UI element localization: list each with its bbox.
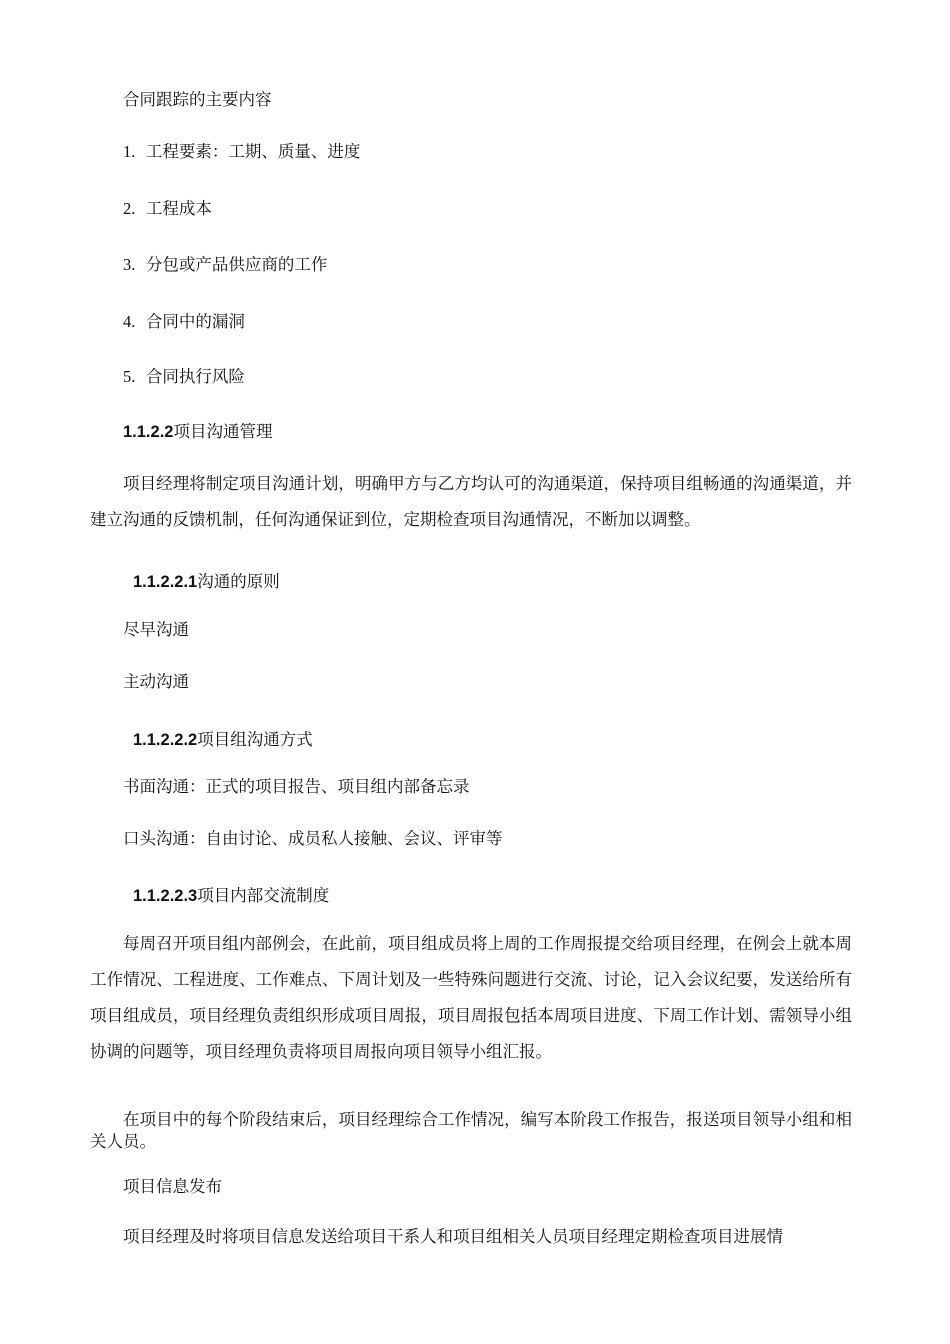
principle-item: 主动沟通 <box>123 672 189 691</box>
subsection-heading <box>133 572 280 592</box>
method-item: 口头沟通：自由讨论、成员私人接触、会议、评审等 <box>123 829 503 848</box>
list-item-text: 合同中的漏洞 <box>145 312 245 331</box>
subsection-title: 项目内部交流制度 <box>197 886 330 905</box>
meeting-paragraph: 每周召开项目组内部例会，在此前，项目组成员将上周的工作周报提交给项目经理，在例会上就本周工作情况、工程进度、工作难点、下周计划及一些特殊问题进行交流、讨论，记入会议纪要，发送给所有项目组成员，项目经理负责组织形成项目周报，项目周报包括本周项目进度、下周工作计划、需领导小组协调的问题等，项目经理负责将项目周报向项目领导小组汇报。 <box>90 934 852 1061</box>
list-item-text: 工程要素：工期、质量、进度 <box>145 142 361 161</box>
contract-tracking-heading: 合同跟踪的主要内容 <box>123 90 272 109</box>
info-release-heading: 项目信息发布 <box>123 1177 222 1196</box>
list-item <box>123 255 327 275</box>
method-item: 书面沟通：正式的项目报告、项目组内部备忘录 <box>123 777 470 796</box>
list-item-number: 1. <box>123 142 136 161</box>
list-item-text: 分包或产品供应商的工作 <box>145 255 328 274</box>
subsection-title: 项目组沟通方式 <box>197 730 313 749</box>
principle-item: 尽早沟通 <box>123 620 189 639</box>
subsection-number: 1.1.2.2.2 <box>133 731 198 749</box>
list-item <box>123 312 245 332</box>
list-item <box>123 367 245 387</box>
subsection-title: 沟通的原则 <box>197 572 280 591</box>
list-item-text: 合同执行风险 <box>145 367 245 386</box>
list-item <box>123 142 360 162</box>
subsection-number: 1.1.2.2.1 <box>133 573 198 591</box>
list-item-number: 4. <box>123 312 136 331</box>
section-title: 项目沟通管理 <box>173 422 273 441</box>
subsection-heading <box>133 886 329 906</box>
subsection-number: 1.1.2.2.3 <box>133 887 198 905</box>
phase-report-paragraph: 在项目中的每个阶段结束后，项目经理综合工作情况，编写本阶段工作报告，报送项目领导小组和相关人员。 <box>90 1110 852 1151</box>
subsection-heading <box>133 730 313 750</box>
list-item-text: 工程成本 <box>145 199 212 218</box>
section-heading <box>123 422 272 442</box>
info-release-paragraph: 项目经理及时将项目信息发送给项目干系人和项目组相关人员项目经理定期检查项目进展情 <box>123 1227 783 1246</box>
list-item-number: 5. <box>123 367 136 386</box>
list-item <box>123 199 212 219</box>
section-number: 1.1.2.2 <box>123 423 174 441</box>
list-item-number: 3. <box>123 255 136 274</box>
section-body: 项目经理将制定项目沟通计划，明确甲方与乙方均认可的沟通渠道，保持项目组畅通的沟通渠道，并建立沟通的反馈机制，任何沟通保证到位，定期检查项目沟通情况，不断加以调整。 <box>90 474 852 529</box>
list-item-number: 2. <box>123 199 136 218</box>
